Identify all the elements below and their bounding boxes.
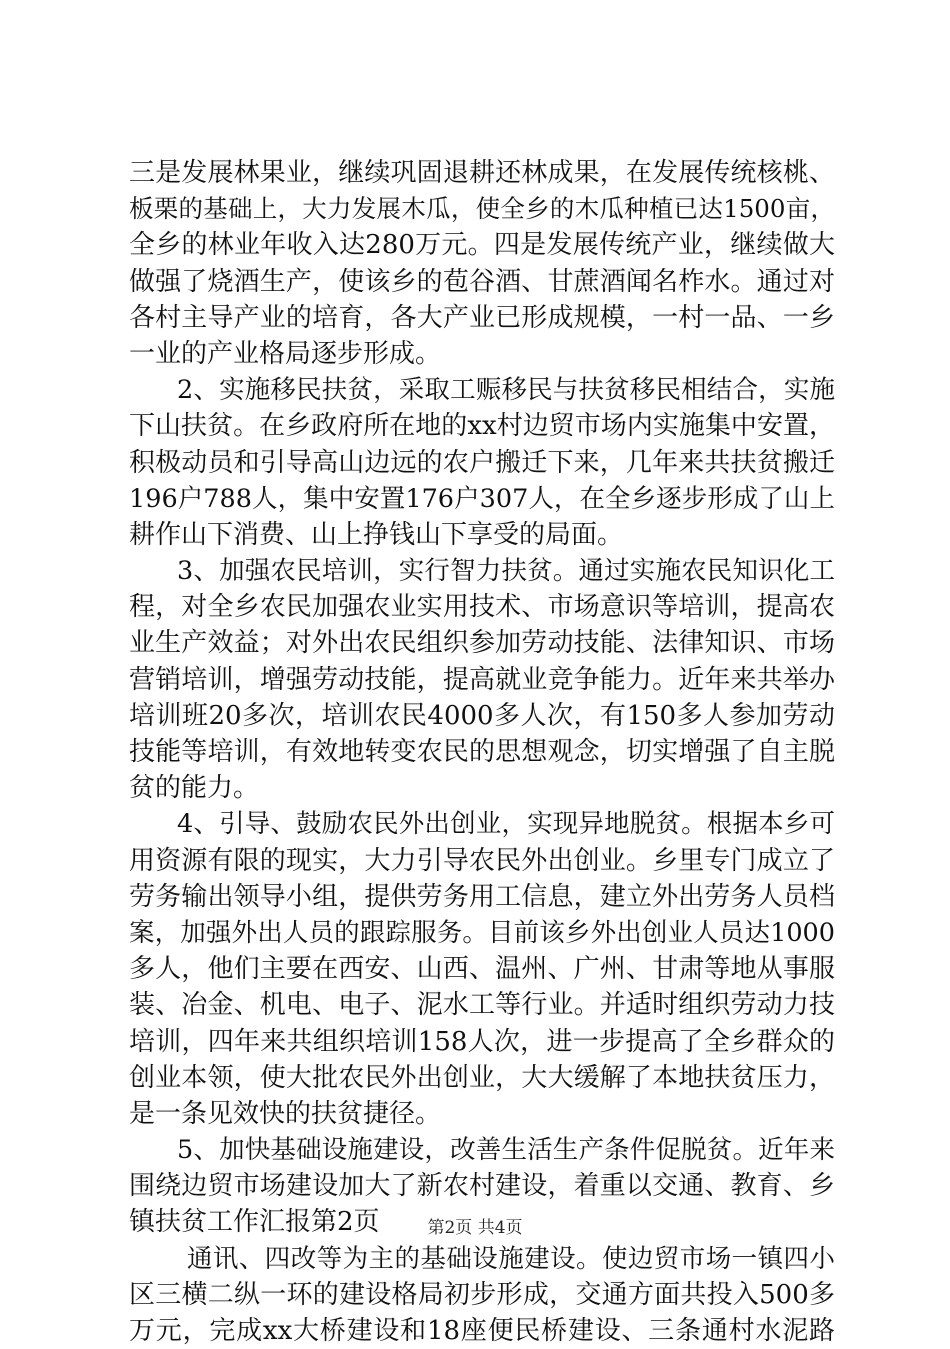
text-line: 耕作山下消费、山上挣钱山下享受的局面。	[129, 519, 624, 550]
text-line: 板栗的基础上，大力发展木瓜，使全乡的木瓜种植已达1500亩，	[129, 194, 835, 224]
text-line: 做强了烧酒生产，使该乡的苞谷酒、甘蔗酒闻名柞水。通过对	[129, 266, 835, 297]
text-line: 技能等培训，有效地转变农民的思想观念，切实增强了自主脱	[129, 737, 835, 767]
text-line: 业生产效益；对外出农民组织参加劳动技能、法律知识、市场	[129, 628, 835, 659]
text-line: 万元，完成xx大桥建设和18座便民桥建设、三条通村水泥路	[129, 1316, 835, 1346]
text-line: 程，对全乡农民加强农业实用技术、市场意识等培训，提高农	[129, 592, 835, 623]
text-line: 积极动员和引导高山边远的农户搬迁下来，几年来共扶贫搬迁	[129, 447, 835, 478]
text-line: 三是发展林果业，继续巩固退耕还林成果，在发展传统核桃、	[129, 158, 835, 188]
text-line: 案，加强外出人员的跟踪服务。目前该乡外出创业人员达1000	[129, 917, 835, 948]
text-line: 是一条见效快的扶贫捷径。	[129, 1098, 442, 1129]
text-line: 3、加强农民培训，实行智力扶贫。通过实施农民知识化工	[177, 556, 835, 587]
text-line: 劳务输出领导小组，提供劳务用工信息，建立外出劳务人员档	[129, 881, 835, 912]
text-line: 多人，他们主要在西安、山西、温州、广州、甘肃等地从事服	[129, 954, 835, 985]
text-line: 培训，四年来共组织培训158人次，进一步提高了全乡群众的	[129, 1026, 835, 1057]
text-line: 一业的产业格局逐步形成。	[129, 338, 442, 369]
text-line: 区三横二纵一环的建设格局初步形成，交通方面共投入500多	[129, 1279, 835, 1310]
text-line: 创业本领，使大批农民外出创业，大大缓解了本地扶贫压力，	[129, 1062, 835, 1093]
text-line: 贫的能力。	[129, 773, 260, 804]
text-line: 镇扶贫工作汇报第2页	[129, 1207, 380, 1238]
text-line: 培训班20多次，培训农民4000多人次，有150多人参加劳动	[129, 700, 835, 731]
text-line: 通讯、四改等为主的基础设施建设。使边贸市场一镇四小	[187, 1243, 835, 1274]
text-line: 196户788人，集中安置176户307人，在全乡逐步形成了山上	[129, 483, 835, 514]
text-line: 2、实施移民扶贫，采取工赈移民与扶贫移民相结合，实施	[177, 375, 835, 406]
text-line: 全乡的林业年收入达280万元。四是发展传统产业，继续做大	[129, 230, 835, 261]
text-line: 下山扶贫。在乡政府所在地的xx村边贸市场内实施集中安置，	[129, 411, 835, 442]
document-body	[129, 155, 835, 1349]
text-line: 各村主导产业的培育，各大产业已形成规模，一村一品、一乡	[129, 302, 835, 333]
text-line: 5、加快基础设施建设，改善生活生产条件促脱贫。近年来	[177, 1135, 835, 1166]
text-line: 围绕边贸市场建设加大了新农村建设，着重以交通、教育、乡	[129, 1171, 835, 1202]
text-line: 4、引导、鼓励农民外出创业，实现异地脱贫。根据本乡可	[177, 809, 835, 840]
text-line: 用资源有限的现实，大力引导农民外出创业。乡里专门成立了	[129, 845, 835, 876]
text-line: 营销培训，增强劳动技能，提高就业竞争能力。近年来共举办	[129, 664, 835, 695]
text-line: 装、冶金、机电、电子、泥水工等行业。并适时组织劳动力技	[129, 990, 835, 1021]
page-footer: 第2页 共4页	[427, 1218, 523, 1238]
